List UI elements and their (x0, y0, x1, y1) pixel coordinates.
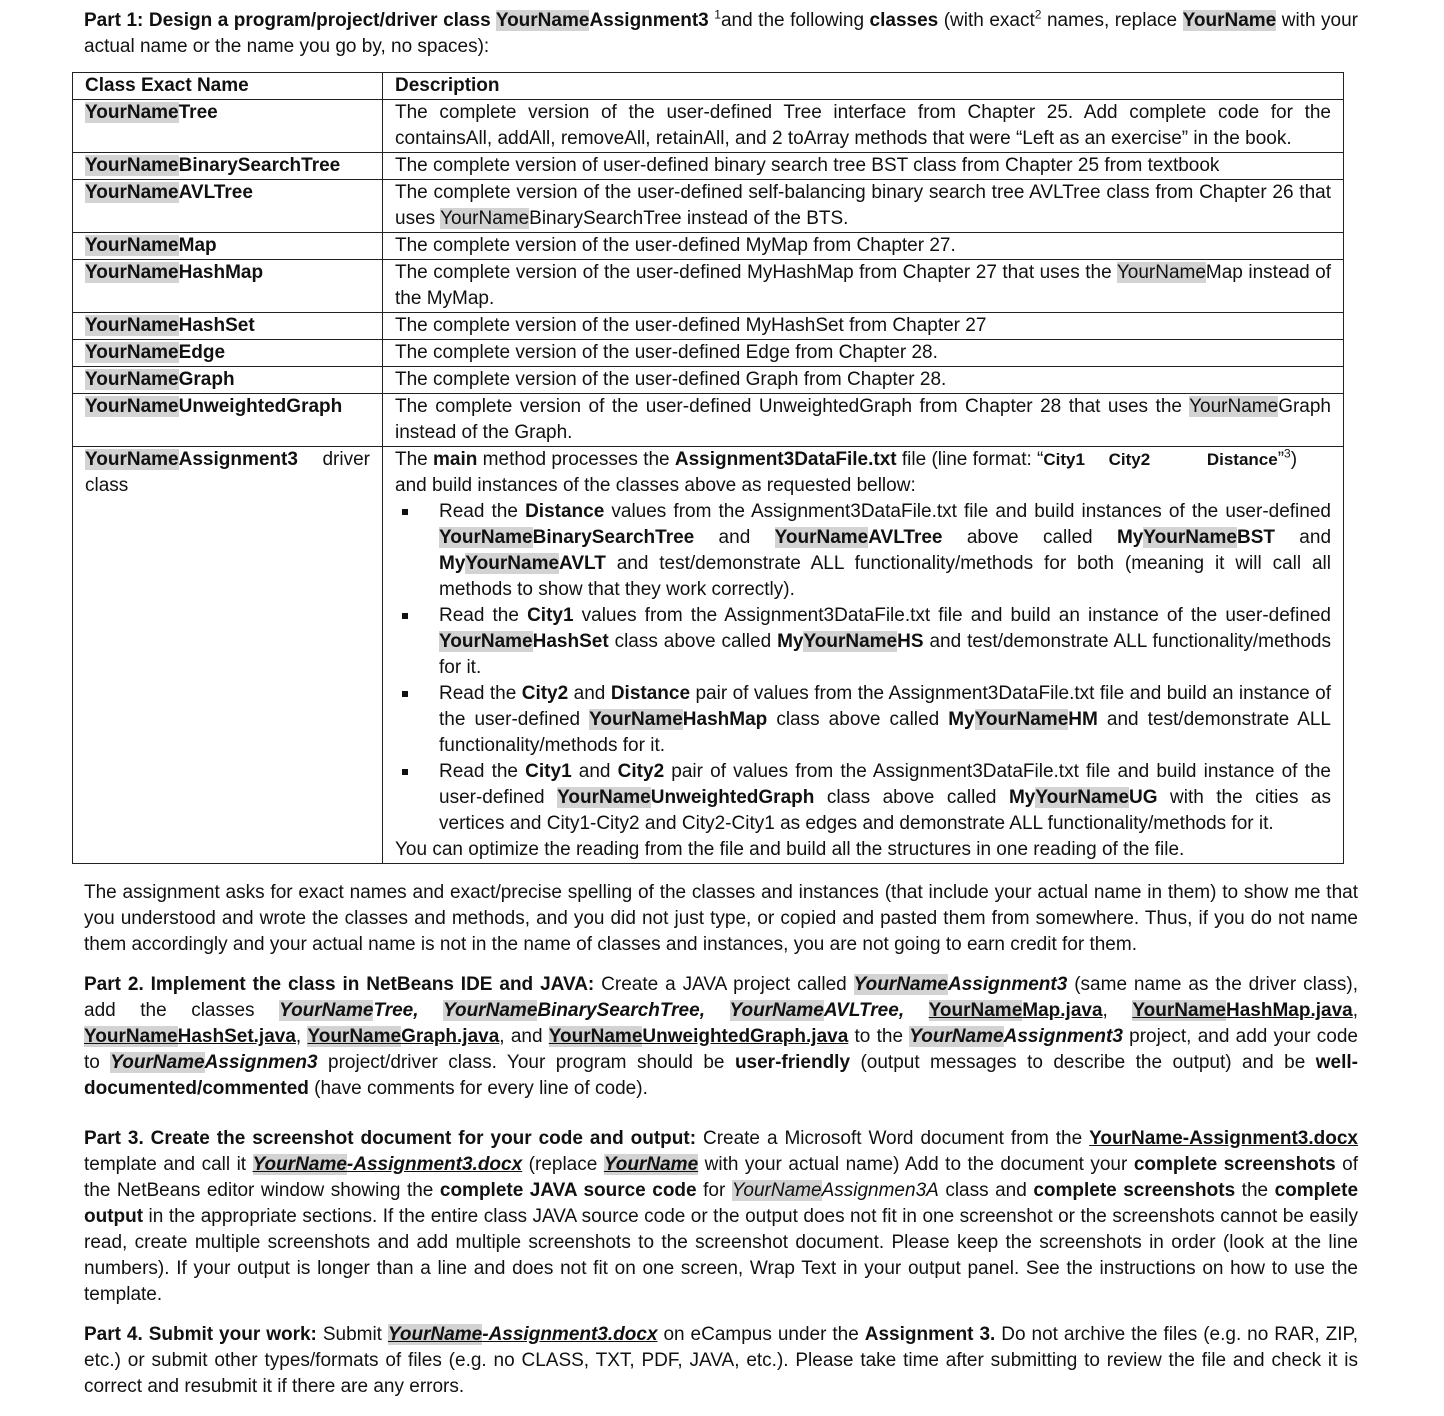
table-row: YourNameAVLTree The complete version of the user-defined self-balancing binary search tree AVLTree class from Chapter 26 that uses YourNameBinarySearchTree instead of the BTS. (73, 180, 1344, 233)
table-header-row (73, 73, 1344, 100)
table-row-driver: YourNameAssignment3 driver class The main method processes the Assignment3DataFile.txt file (line format: “City1 City2 Distance”$^3$) and build instances of the classes above as requested bellow: Read the Distance values from the Assignment3DataFile.txt file and build instances of the user-defined YourNameBinarySearchTree and YourNameAVLTree above called MyYourNameBST and MyYourNameAVLT and test/demonstrate ALL functionality/methods for both (meaning it will call all methods to show that they work correctly). Read the City1 values from the Assignment3DataFile.txt file and build an instance of the user-defined YourNameHashSet class above called MyYourNameHS and test/demonstrate ALL functionality/methods for it. Read the City2 and Distance pair of values from the Assignment3DataFile.txt file and build an instance of the user-defined YourNameHashMap class above called MyYourNameHM and test/demonstrate ALL functionality/methods for it. Read the City1 and City2 pair of values from the Assignment3DataFile.txt file and build instance of the user-defined YourNameUnweightedGraph class above called MyYourNameUG with the cities as vertices and City1-City2 and City2-City1 as edges and demonstrate ALL functionality/methods for it. You can optimize the reading from the file and build all the structures in one reading of the file. (73, 447, 1344, 864)
table-row: YourNameHashSet The complete version of the user-defined MyHashSet from Chapter 27 (73, 313, 1344, 340)
driver-intro: The main method processes the Assignment3DataFile.txt file (line format: “City1 City2 Distance”$^3$) (395, 446, 1298, 470)
table-row: YourNameEdge The complete version of the user-defined Edge from Chapter 28. (73, 340, 1344, 367)
table-row: YourNameTree The complete version of the user-defined Tree interface from Chapter 25. Add complete code for the containsAll, addAll, removeAll, retainAll, and 2 toArray methods that were “Left as an exercise” in the book. (73, 100, 1344, 153)
list-item: Read the City2 and Distance pair of values from the Assignment3DataFile.txt file and build an instance of the user-defined YourNameHashMap class above called MyYourNameHM and test/demonstrate ALL functionality/methods for it. (395, 681, 1331, 759)
table-row: YourNameHashMap The complete version of the user-defined MyHashMap from Chapter 27 that uses the YourNameMap instead of the MyMap. (73, 260, 1344, 313)
table-row: YourNameGraph The complete version of the user-defined Graph from Chapter 28. (73, 367, 1344, 394)
list-item: Read the Distance values from the Assignment3DataFile.txt file and build instances of the user-defined YourNameBinarySearchTree and YourNameAVLTree above called MyYourNameBST and MyYourNameAVLT and test/demonstrate ALL functionality/methods for both (meaning it will call all methods to show that they work correctly). (395, 499, 1331, 603)
list-item: Read the City1 and City2 pair of values from the Assignment3DataFile.txt file and build instance of the user-defined YourNameUnweightedGraph class above called MyYourNameUG with the cities as vertices and City1-City2 and City2-City1 as edges and demonstrate ALL functionality/methods for it. (395, 759, 1331, 837)
table-row: YourNameMap The complete version of the user-defined MyMap from Chapter 27. (73, 233, 1344, 260)
requirements-list (395, 499, 1331, 837)
part4-paragraph: Part 4. Submit your work: Submit YourName-Assignment3.docx on eCampus under the Assignment 3. Do not archive the files (e.g. no RAR, ZIP, etc.) or submit other types/formats of files (e.g. no CLASS, TXT, PDF, JAVA, etc.). Please take time after submitting to review the file and check it is correct and resubmit it if there are any errors. (84, 1324, 1358, 1397)
part1-intro: Part 1: Design a program/project/driver class YourNameAssignment3 $^1$and the following classes (with exact$^2$ names, replace YourName with your actual name or the name you go by, no spaces): (84, 7, 1359, 57)
classes-table (72, 72, 1344, 864)
table-row: YourNameUnweightedGraph The complete version of the user-defined UnweightedGraph from Chapter 28 that uses the YourNameGraph instead of the Graph. (73, 394, 1344, 447)
list-item: Read the City1 values from the Assignment3DataFile.txt file and build an instance of the user-defined YourNameHashSet class above called MyYourNameHS and test/demonstrate ALL functionality/methods for it. (395, 603, 1331, 681)
table-row: YourNameBinarySearchTree The complete version of user-defined binary search tree BST class from Chapter 25 from textbook (73, 153, 1344, 180)
note-paragraph: The assignment asks for exact names and exact/precise spelling of the classes and instances (that include your actual name in them) to show me that you understood and wrote the classes and methods, and you did not just type, or copied and pasted them from somewhere. Thus, if you do not name them accordingly and your actual name is not in the name of classes and instances, you are not going to earn credit for them. (84, 882, 1358, 955)
part3-paragraph: Part 3. Create the screenshot document for your code and output: Create a Microsoft Word document from the YourName-Assignment3.docx template and call it YourName-Assignment3.docx (replace YourName with your actual name) Add to the document your complete screenshots of the NetBeans editor window showing the complete JAVA source code for YourNameAssignmen3A class and complete screenshots the complete output in the appropriate sections. If the entire class JAVA source code or the output does not fit in one screenshot or the screenshots cannot be easily read, create multiple screenshots and add multiple screenshots to the screenshot document. Please keep the screenshots in order (look at the line numbers). If your output is longer than a line and does not fit on one screen, Wrap Text in your output panel. See the instructions on how to use the template. (84, 1128, 1359, 1305)
part2-paragraph: Part 2. Implement the class in NetBeans IDE and JAVA: Create a JAVA project called YourNameAssignment3 (same name as the driver class), add the classes YourNameTree, YourNameBinarySearchTree, YourNameAVLTree, YourNameMap.java, YourNameHashMap.java, YourNameHashSet.java, YourNameGraph.java, and YourNameUnweightedGraph.java to the YourNameAssignment3 project, and add your code to YourNameAssignmen3 project/driver class. Your program should be user-friendly (output messages to describe the output) and be well-documented/commented (have comments for every line of code). (84, 974, 1358, 1099)
header-description: Description (383, 73, 1344, 100)
header-class-name: Class Exact Name (73, 73, 383, 100)
driver-closing: You can optimize the reading from the file and build all the structures in one reading of the file. (395, 839, 1185, 860)
